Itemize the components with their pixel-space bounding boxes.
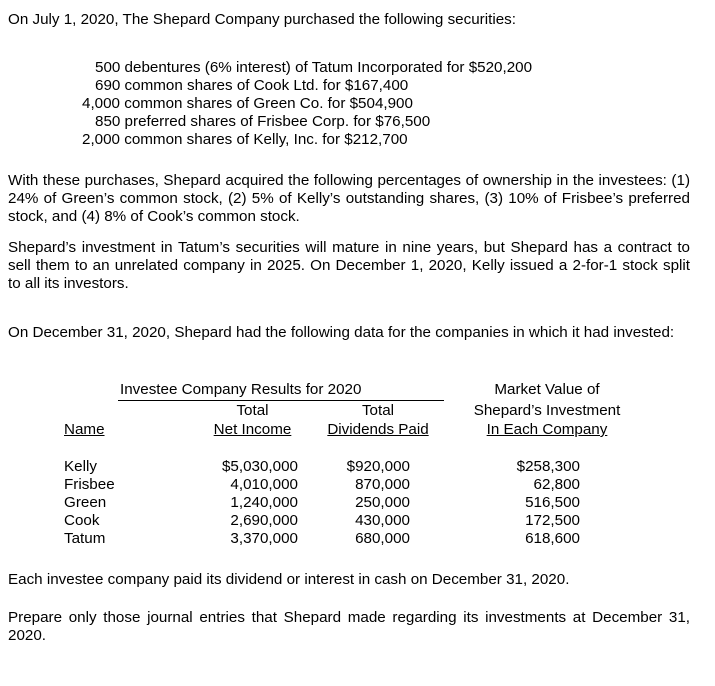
tatum-paragraph: Shepard’s investment in Tatum’s securities will mature in nine years, but Shepard has a contract to sell them to an unrelated company in 2025. On December 1, 2020, Kelly issued a 2-for-1 stock split to all its investors. <box>8 239 690 292</box>
row-net-income: 3,370,000 <box>230 530 298 547</box>
purchase-item: 4,000 common shares of Green Co. for $504,900 <box>82 95 413 112</box>
purchase-item: 690 common shares of Cook Ltd. for $167,400 <box>95 77 409 94</box>
dividends-header: Total <box>361 402 395 419</box>
row-net-income: 2,690,000 <box>230 512 298 529</box>
purchase-item: 850 preferred shares of Frisbee Corp. for $76,500 <box>95 113 431 130</box>
row-name: Kelly <box>64 458 97 475</box>
dividends-header: Dividends Paid <box>327 421 429 438</box>
row-market-value: $258,300 <box>516 458 580 475</box>
row-name: Frisbee <box>64 476 115 493</box>
row-name: Green <box>64 494 107 511</box>
market-value-header: Shepard’s Investment <box>473 402 621 419</box>
net-income-header: Total <box>236 402 269 419</box>
row-market-value: 172,500 <box>525 512 580 529</box>
purchase-item: 500 debentures (6% interest) of Tatum Incorporated for $520,200 <box>95 59 533 76</box>
net-income-header: Net Income <box>213 421 292 438</box>
data-paragraph: On December 31, 2020, Shepard had the following data for the companies in which it had invested: <box>8 324 675 341</box>
row-dividends: 430,000 <box>355 512 410 529</box>
row-market-value: 618,600 <box>525 530 580 547</box>
row-dividends: 680,000 <box>355 530 410 547</box>
intro-text: On July 1, 2020, The Shepard Company purchased the following securities: <box>8 11 516 28</box>
row-dividends: $920,000 <box>346 458 410 475</box>
row-net-income: 1,240,000 <box>230 494 298 511</box>
ownership-paragraph: With these purchases, Shepard acquired the following percentages of ownership in the investees: (1) 24% of Green’s common stock, (2) 5% of Kelly’s outstanding shares, (3) 10% of Frisbee’s preferred stock, and (4) 8% of Cook’s common stock. <box>8 172 690 225</box>
row-market-value: 62,800 <box>533 476 580 493</box>
purchase-item: 2,000 common shares of Kelly, Inc. for $212,700 <box>82 131 408 148</box>
row-dividends: 250,000 <box>355 494 410 511</box>
row-name: Cook <box>64 512 100 529</box>
group-header-rule <box>118 400 444 401</box>
market-value-header: In Each Company <box>486 421 608 438</box>
name-header: Name <box>64 421 105 438</box>
row-net-income: $5,030,000 <box>221 458 298 475</box>
row-name: Tatum <box>64 530 106 547</box>
market-value-header: Market Value of <box>494 381 600 398</box>
row-net-income: 4,010,000 <box>230 476 298 493</box>
row-market-value: 516,500 <box>525 494 580 511</box>
row-dividends: 870,000 <box>355 476 410 493</box>
cash-paragraph: Each investee company paid its dividend or interest in cash on December 31, 2020. <box>8 571 570 588</box>
task-paragraph: Prepare only those journal entries that Shepard made regarding its investments at December 31, 2020. <box>8 609 690 644</box>
group-header: Investee Company Results for 2020 <box>120 381 362 398</box>
